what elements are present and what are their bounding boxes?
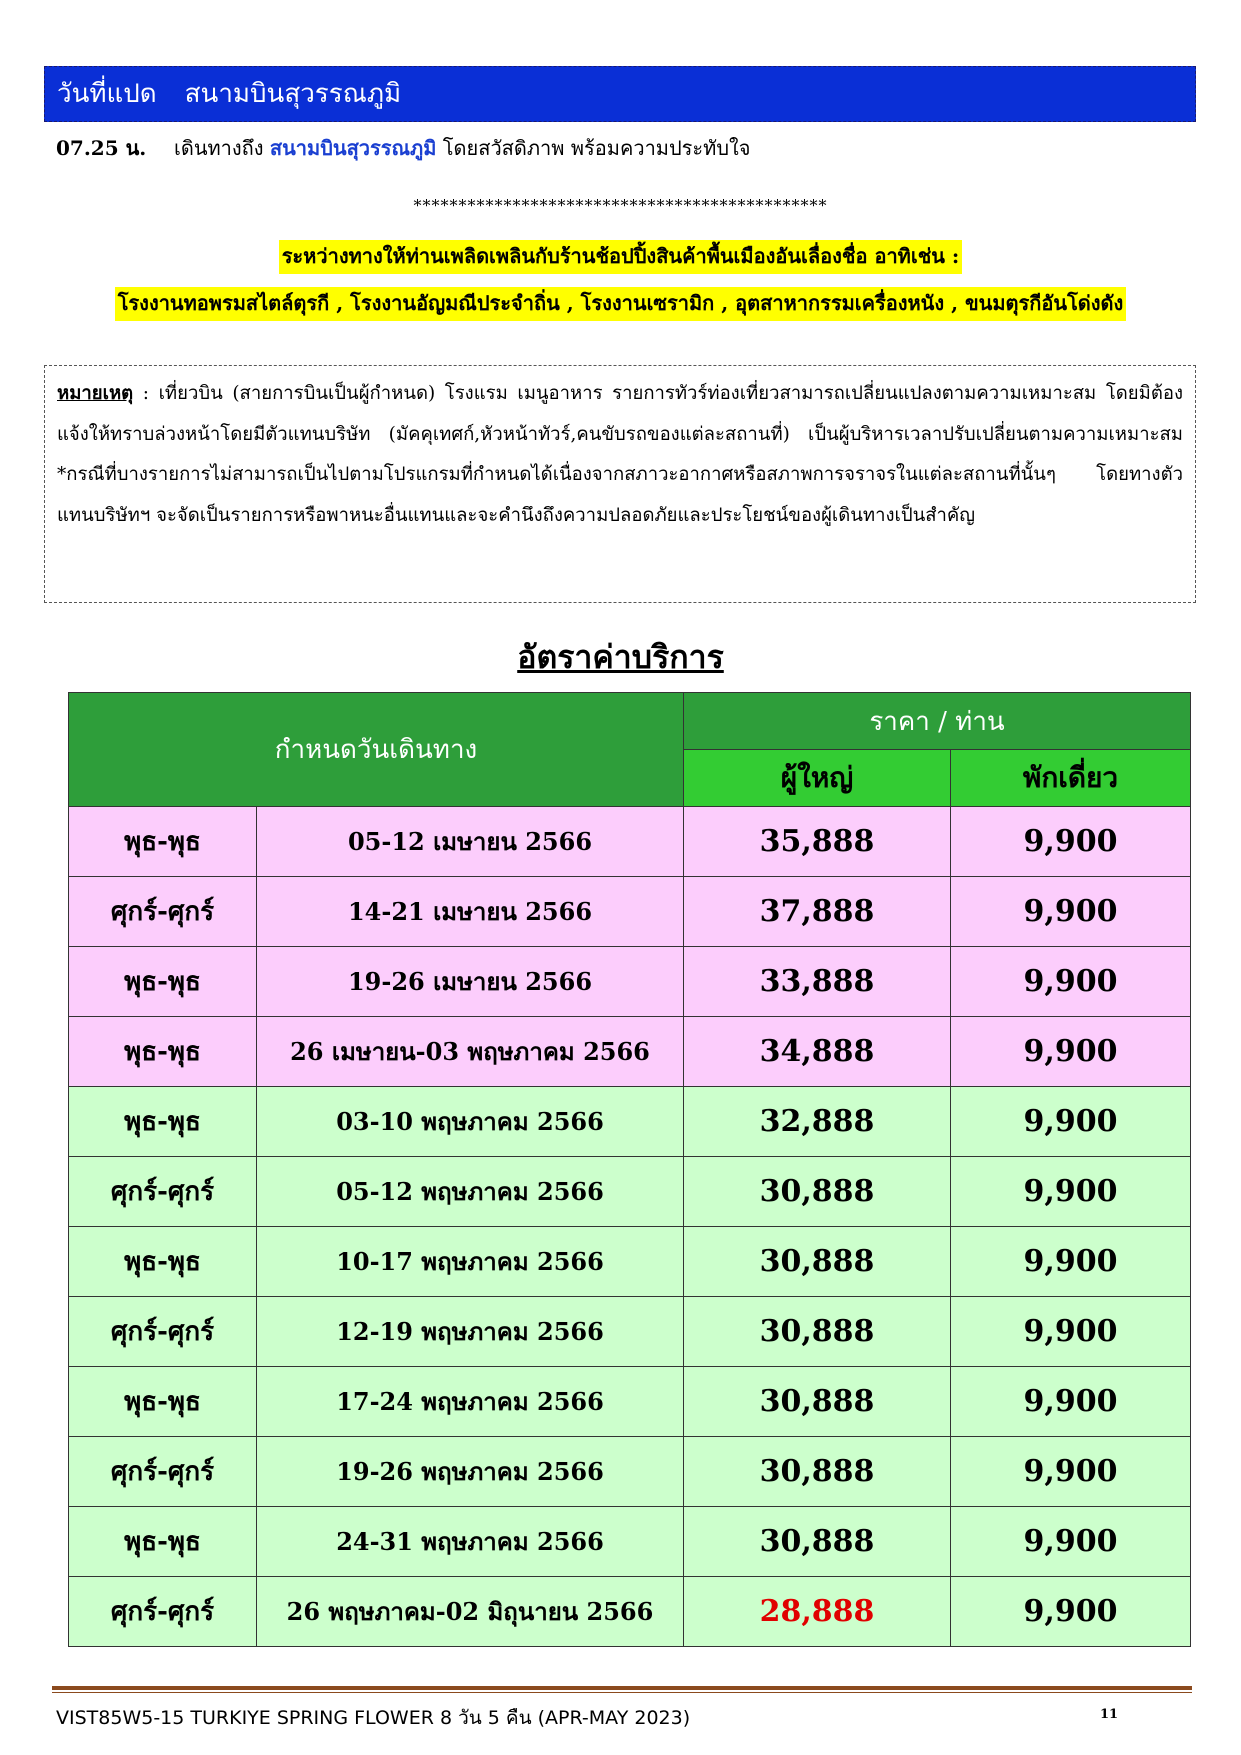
row-travel-dates: 17-24 พฤษภาคม 2566 <box>257 1367 684 1437</box>
row-single-supplement: 9,900 <box>951 1577 1191 1647</box>
table-row <box>69 1157 1191 1227</box>
row-adult-price: 35,888 <box>684 807 951 877</box>
row-travel-dates: 24-31 พฤษภาคม 2566 <box>257 1507 684 1577</box>
header-price-per-person: ราคา / ท่าน <box>684 693 1191 750</box>
row-travel-dates: 05-12 เมษายน 2566 <box>257 807 684 877</box>
row-single-supplement: 9,900 <box>951 1017 1191 1087</box>
row-day-of-week: พุธ-พุธ <box>69 947 257 1017</box>
itinerary-line <box>56 133 751 163</box>
table-row <box>69 1507 1191 1577</box>
table-row <box>69 807 1191 877</box>
row-single-supplement: 9,900 <box>951 1157 1191 1227</box>
table-row <box>69 1367 1191 1437</box>
row-single-supplement: 9,900 <box>951 1087 1191 1157</box>
shopping-text-1: ระหว่างทางให้ท่านเพลิดเพลินกับร้านช้อปปิ้งสินค้าพื้นเมืองอันเลื่องชื่อ อาทิเช่น : <box>279 240 963 274</box>
day-header <box>44 66 1196 122</box>
note-text: : เที่ยวบิน (สายการบินเป็นผู้กำหนด) โรงแรม เมนูอาหาร รายการทัวร์ท่องเที่ยวสามารถเปลี่ยนแปลงตามความเหมาะสม โดยมิต้องแจ้งให้ทราบล่วงหน้าโดยมีตัวแทนบริษัท (มัคคุเทศก์,หัวหน้าทัวร์,คนขับรถของแต่ละสถานที่) เป็นผู้บริหารเวลาปรับเปลี่ยนตามความเหมาะสม *กรณีที่บางรายการไม่สามารถเป็นไปตามโปรแกรมที่กำหนดได้เนื่องจากสภาวะอากาศหรือสภาพการจราจรในแต่ละสถานที่นั้นๆ โดยทางตัวแทนบริษัทฯ จะจัดเป็นรายการหรือพาหนะอื่นแทนและจะคำนึงถึงความปลอดภัยและประโยชน์ของผู้เดินทางเป็นสำคัญ <box>57 383 1183 526</box>
row-travel-dates: 26 เมษายน-03 พฤษภาคม 2566 <box>257 1017 684 1087</box>
footer-page-number: 11 <box>1100 1707 1119 1722</box>
row-travel-dates: 12-19 พฤษภาคม 2566 <box>257 1297 684 1367</box>
table-row <box>69 1297 1191 1367</box>
itinerary-highlight: สนามบินสุวรรณภูมิ <box>269 136 437 160</box>
row-single-supplement: 9,900 <box>951 1367 1191 1437</box>
row-single-supplement: 9,900 <box>951 1507 1191 1577</box>
row-travel-dates: 03-10 พฤษภาคม 2566 <box>257 1087 684 1157</box>
table-row <box>69 1437 1191 1507</box>
row-single-supplement: 9,900 <box>951 877 1191 947</box>
footer-program-code: VIST85W5-15 TURKIYE SPRING FLOWER 8 วัน 5 คืน (APR-MAY 2023) <box>56 1707 691 1729</box>
note-label: หมายเหตุ <box>57 383 134 404</box>
star-divider: ********************************************** <box>413 196 828 215</box>
rates-title: อัตราค่าบริการ <box>517 638 724 676</box>
row-adult-price: 30,888 <box>684 1437 951 1507</box>
row-travel-dates: 05-12 พฤษภาคม 2566 <box>257 1157 684 1227</box>
day-place: สนามบินสุวรรณภูมิ <box>184 79 402 109</box>
row-day-of-week: ศุกร์-ศุกร์ <box>69 1157 257 1227</box>
row-adult-price: 37,888 <box>684 877 951 947</box>
row-adult-price: 30,888 <box>684 1227 951 1297</box>
row-adult-price: 30,888 <box>684 1507 951 1577</box>
row-day-of-week: ศุกร์-ศุกร์ <box>69 1297 257 1367</box>
shopping-line-2 <box>0 287 1241 319</box>
rates-table <box>68 692 1191 1647</box>
row-single-supplement: 9,900 <box>951 807 1191 877</box>
row-travel-dates: 14-21 เมษายน 2566 <box>257 877 684 947</box>
header-adult: ผู้ใหญ่ <box>684 750 951 807</box>
row-adult-price: 33,888 <box>684 947 951 1017</box>
shopping-text-2: โรงงานทอพรมสไตล์ตุรกี , โรงงานอัญมณีประจำถิ่น , โรงงานเซรามิก , อุตสาหากรรมเครื่องหนัง , ขนมตุรกีอันโด่งดัง <box>115 287 1127 321</box>
row-day-of-week: พุธ-พุธ <box>69 1227 257 1297</box>
header-single: พักเดี่ยว <box>951 750 1191 807</box>
row-adult-price: 34,888 <box>684 1017 951 1087</box>
row-day-of-week: ศุกร์-ศุกร์ <box>69 1437 257 1507</box>
row-adult-price: 30,888 <box>684 1157 951 1227</box>
row-adult-price: 30,888 <box>684 1297 951 1367</box>
row-travel-dates: 19-26 เมษายน 2566 <box>257 947 684 1017</box>
rates-body <box>69 807 1191 1647</box>
row-day-of-week: พุธ-พุธ <box>69 1017 257 1087</box>
table-row <box>69 877 1191 947</box>
table-row <box>69 947 1191 1017</box>
row-travel-dates: 19-26 พฤษภาคม 2566 <box>257 1437 684 1507</box>
day-label: วันที่แปด <box>57 79 157 109</box>
row-adult-price: 32,888 <box>684 1087 951 1157</box>
table-row <box>69 1227 1191 1297</box>
row-single-supplement: 9,900 <box>951 947 1191 1017</box>
row-adult-price: 30,888 <box>684 1367 951 1437</box>
row-day-of-week: พุธ-พุธ <box>69 1367 257 1437</box>
table-row <box>69 1577 1191 1647</box>
footer-rule-thick <box>52 1686 1192 1690</box>
row-day-of-week: พุธ-พุธ <box>69 1087 257 1157</box>
shopping-line-1 <box>0 240 1241 272</box>
row-day-of-week: พุธ-พุธ <box>69 807 257 877</box>
itinerary-text-after: โดยสวัสดิภาพ พร้อมความประทับใจ <box>436 136 751 160</box>
row-adult-price: 28,888 <box>684 1577 951 1647</box>
table-row <box>69 1087 1191 1157</box>
table-row <box>69 1017 1191 1087</box>
row-travel-dates: 26 พฤษภาคม-02 มิถุนายน 2566 <box>257 1577 684 1647</box>
note-box <box>44 365 1196 603</box>
footer-rule-thin <box>52 1692 1192 1693</box>
row-single-supplement: 9,900 <box>951 1297 1191 1367</box>
row-day-of-week: พุธ-พุธ <box>69 1507 257 1577</box>
row-day-of-week: ศุกร์-ศุกร์ <box>69 1577 257 1647</box>
row-day-of-week: ศุกร์-ศุกร์ <box>69 877 257 947</box>
itinerary-time: 07.25 น. <box>56 136 147 160</box>
itinerary-text-before: เดินทางถึง <box>174 136 270 160</box>
row-travel-dates: 10-17 พฤษภาคม 2566 <box>257 1227 684 1297</box>
row-single-supplement: 9,900 <box>951 1227 1191 1297</box>
row-single-supplement: 9,900 <box>951 1437 1191 1507</box>
header-travel-date: กำหนดวันเดินทาง <box>69 693 684 807</box>
